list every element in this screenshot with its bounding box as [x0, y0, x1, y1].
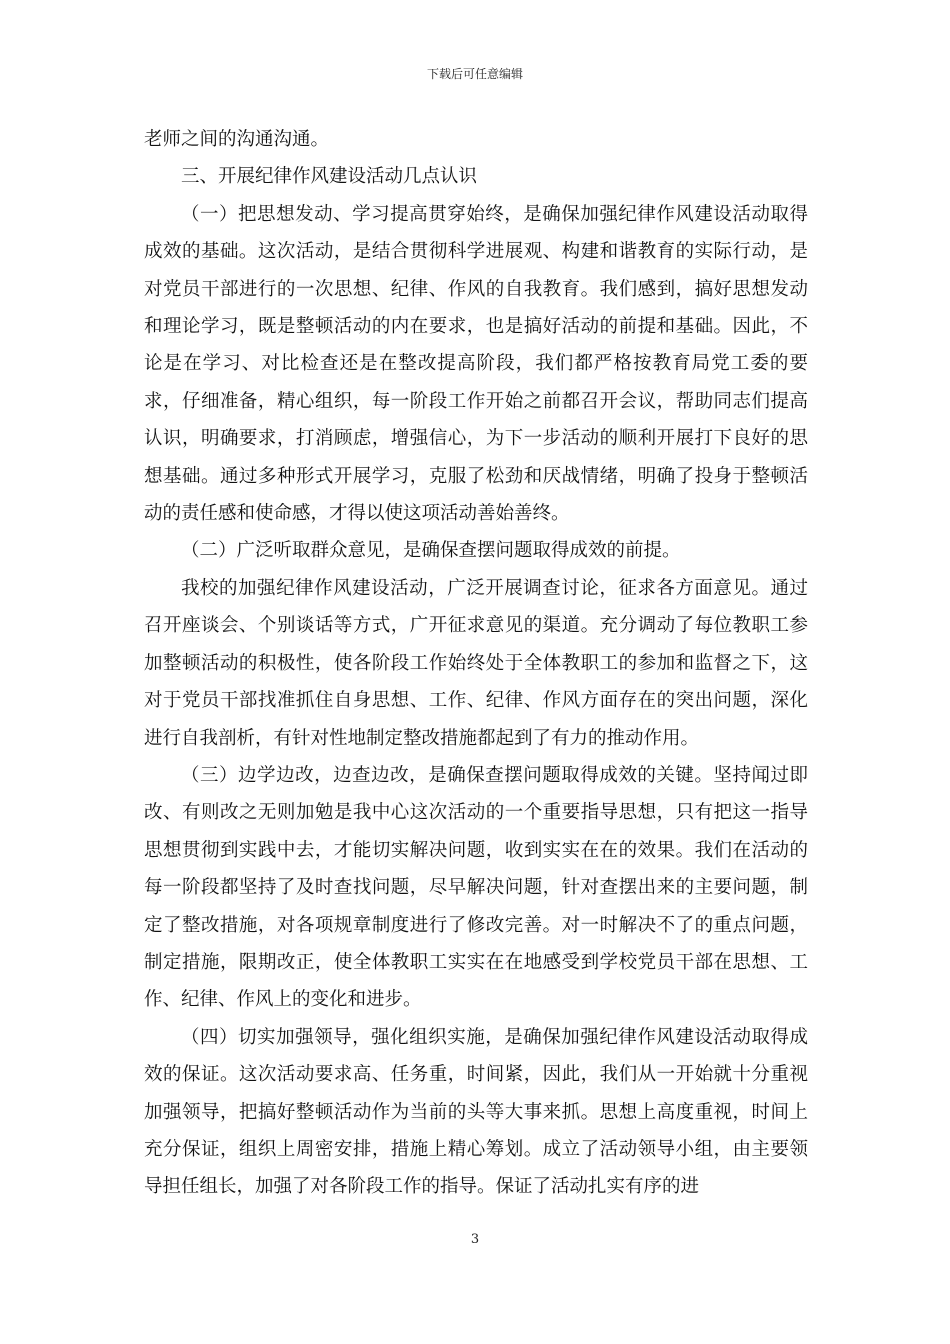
paragraph-point-4: （四）切实加强领导，强化组织实施，是确保加强纪律作风建设活动取得成效的保证。这次活动要求高、任务重，时间紧，因此，我们从一开始就十分重视加强领导，把搞好整顿活动作为当前的头等大事来抓。思想上高度重视，时间上充分保证，组织上周密安排，措施上精心筹划。成立了活动领导小组，由主要领导担任组长，加强了对各阶段工作的指导。保证了活动扎实有序的进 — [144, 1026, 808, 1198]
paragraph-point-3: （三）边学边改，边查边改，是确保查摆问题取得成效的关键。坚持闻过即改、有则改之无则加勉是我中心这次活动的一个重要指导思想，只有把这一指导思想贯彻到实践中去，才能切实解决问题，收到实实在在的效果。我们在活动的每一阶段都坚持了及时查找问题，尽早解决问题，针对查摆出来的主要问题，制定了整改措施，对各项规章制度进行了修改完善。对一时解决不了的重点问题，制定措施，限期改正，使全体教职工实实在在地感受到学校党员干部在思想、工作、纪律、作风上的变化和进步。 — [144, 764, 808, 1011]
document-body — [144, 121, 808, 1206]
section-heading: 三、开展纪律作风建设活动几点认识 — [181, 166, 478, 188]
paragraph-point-2-body: 我校的加强纪律作风建设活动，广泛开展调查讨论，征求各方面意见。通过召开座谈会、个别谈话等方式，广开征求意见的渠道。充分调动了每位教职工参加整顿活动的积极性，使各阶段工作始终处于全体教职工的参加和监督之下，这对于党员干部找准抓住自身思想、工作、纪律、作风方面存在的突出问题，深化进行自我剖析，有针对性地制定整改措施都起到了有力的推动作用。 — [144, 577, 808, 749]
paragraph-point-1: （一）把思想发动、学习提高贯穿始终，是确保加强纪律作风建设活动取得成效的基础。这次活动，是结合贯彻科学进展观、构建和谐教育的实际行动，是对党员干部进行的一次思想、纪律、作风的自我教育。我们感到，搞好思想发动和理论学习，既是整顿活动的内在要求，也是搞好活动的前提和基础。因此，不论是在学习、对比检查还是在整改提高阶段，我们都严格按教育局党工委的要求，仔细准备，精心组织，每一阶段工作开始之前都召开会议，帮助同志们提高认识，明确要求，打消顾虑，增强信心，为下一步活动的顺利开展打下良好的思想基础。通过多种形式开展学习，克服了松劲和厌战情绪，明确了投身于整顿活动的责任感和使命感，才得以使这项活动善始善终。 — [144, 203, 808, 525]
paragraph-continuation: 老师之间的沟通沟通。 — [144, 129, 330, 150]
page-header: 下载后可任意编辑 — [426, 67, 523, 81]
paragraph-point-2-heading: （二）广泛听取群众意见，是确保查摆问题取得成效的前提。 — [181, 540, 681, 562]
page-number: 3 — [470, 1232, 480, 1247]
